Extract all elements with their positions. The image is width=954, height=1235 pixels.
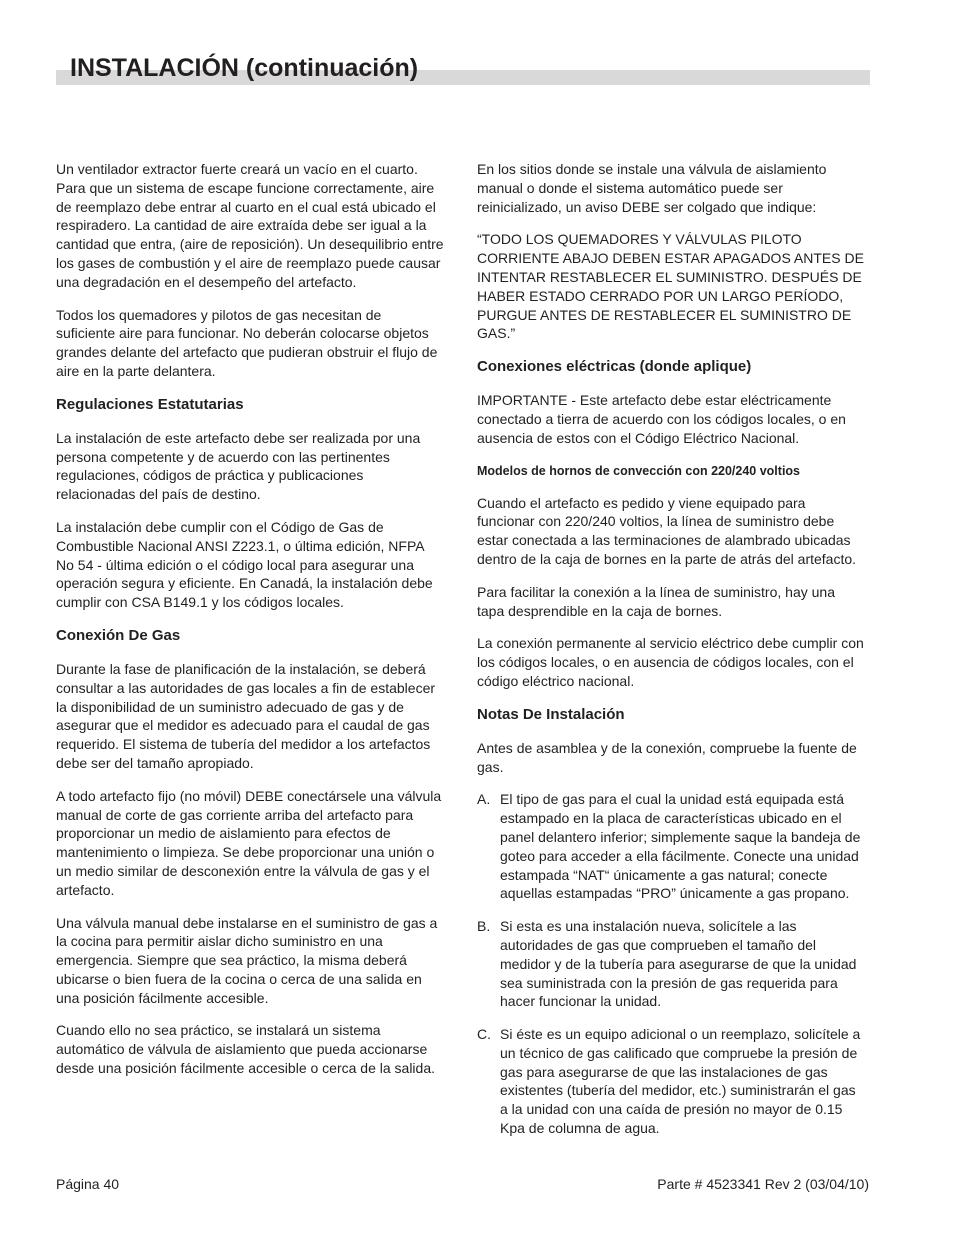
paragraph-automatic-valve: Cuando ello no sea práctico, se instalará un sistema automático de válvula de aislamiento que pueda accionarse desde una posición fácilmente accesible o cerca de la salida.	[56, 1022, 436, 1077]
paragraph-manual-valve: A todo artefacto fijo (no móvil) DEBE conectársele una válvula manual de corte de gas corriente arriba del artefacto para proporcionar un medio de aislamiento para efectos de mantenimiento o limpieza. Se debe proporcionar una unión o un medio similar de desconexión entre la válvula de gas y el artefacto.	[56, 787, 442, 898]
paragraph-grounding: IMPORTANTE - Este artefacto debe estar eléctricamente conectado a tierra de acuerdo con los códigos locales, o en ausencia de estos con el Código Eléctrico Nacional.	[477, 392, 846, 446]
paragraph-warning-text: “TODO LOS QUEMADORES Y VÁLVULAS PILOTO CORRIENTE ABAJO DEBEN ESTAR APAGADOS ANTES DE INTENTAR RESTABLECER EL SUMINISTRO. DESPUÉS DE HABER ESTADO CERRADO POR UN LARGO PERÍODO, PURGUE ANTES DE RESTABLECER EL SUMINISTRO DE GAS.”	[477, 231, 864, 342]
paragraph-check-gas: Antes de asamblea y de la conexión, compruebe la fuente de gas.	[477, 739, 857, 775]
heading-gas-connection: Conexión De Gas	[56, 626, 181, 644]
paragraph-gas-code: La instalación debe cumplir con el Código de Gas de Combustible Nacional ANSI Z223.1, o última edición, NFPA No 54 - última edición o el código local para asegurar una operación segura y eficiente. En Canadá, la instalación debe cumplir con CSA B149.1 y los códigos locales.	[56, 518, 433, 611]
list-item-text: El tipo de gas para el cual la unidad está equipada está estampado en la placa de características ubicado en el panel delantero inferior; simplemente saque la bandeja de goteo para acceder a ella fácilmente. Conecte una unidad estampada “NAT“ únicamente a gas natural; conecte aquellas estampadas “PRO” únicamente a gas propano.	[500, 791, 861, 902]
page-number: Página 40	[56, 1176, 120, 1192]
list-item	[477, 1025, 865, 1138]
paragraph-air-supply: Todos los quemadores y pilotos de gas necesitan de suficiente aire para funcionar. No deberán colocarse objetos grandes delante del artefacto que pudieran obstruir el flujo de aire en la parte delantera.	[56, 306, 438, 379]
list-item-text: Si esta es una instalación nueva, solicítele a las autoridades de gas que comprueben el tamaño del medidor y de la tubería para asegurarse de que la unidad sea suministrada con la presión de gas requerida para hacer funcionar la unidad.	[500, 918, 857, 1010]
list-item	[477, 790, 865, 903]
list-item-letter: B.	[477, 918, 491, 935]
list-item-letter: C.	[477, 1026, 491, 1043]
paragraph-voltage-supply: Cuando el artefacto es pedido y viene equipado para funcionar con 220/240 voltios, la línea de suministro debe estar conectada a las terminaciones de alambrado ubicadas dentro de la caja de bornes en la parte de atrás del artefacto.	[477, 494, 857, 567]
right-column	[477, 160, 865, 1152]
left-column	[56, 160, 444, 1092]
list-item-letter: A.	[477, 791, 491, 808]
heading-statutory-regulations: Regulaciones Estatutarias	[56, 395, 244, 413]
paragraph-permanent-connection: La conexión permanente al servicio eléctrico debe cumplir con los códigos locales, o en ausencia de códigos locales, con el código eléctrico nacional.	[477, 635, 864, 689]
page-title: INSTALACIÓN (continuación)	[70, 54, 419, 82]
list-item-text: Si éste es un equipo adicional o un reemplazo, solicítele a un técnico de gas calificado que compruebe la presión de gas para asegurarse de que las instalaciones de gas existentes (tubería del medidor, etc.) suministrarán el gas a la unidad con una caída de presión no mayor de 0.15 Kpa de columna de agua.	[500, 1026, 861, 1137]
subheading-convection-models: Modelos de hornos de convección con 220/240 voltios	[477, 463, 801, 478]
list-item	[477, 917, 865, 1011]
installation-notes-list	[477, 790, 865, 1138]
heading-electrical-connections: Conexiones eléctricas (donde aplique)	[477, 358, 752, 376]
paragraph-planning: Durante la fase de planificación de la instalación, se deberá consultar a las autoridades de gas locales a fin de establecer la disponibilidad de un suministro adecuado de gas y de asegurar que el medidor es adecuado para el caudal de gas requerido. El sistema de tubería del medidor a los artefactos debe ser del tamaño apropiado.	[56, 660, 436, 771]
part-number: Parte # 4523341 Rev 2 (03/04/10)	[657, 1176, 869, 1192]
paragraph-isolation-notice: En los sitios donde se instale una válvula de aislamiento manual o donde el sistema automático puede ser reinicializado, un aviso DEBE ser colgado que indique:	[477, 161, 827, 215]
paragraph-emergency-valve: Una válvula manual debe instalarse en el suministro de gas a la cocina para permitir aislar dicho suministro en una emergencia. Siempre que sea práctico, la misma deberá ubicarse o bien fuera de la cocina o cerca de una salida en una posición fácilmente accesible.	[56, 914, 438, 1006]
heading-installation-notes: Notas De Instalación	[477, 705, 625, 723]
paragraph-extractor-fan: Un ventilador extractor fuerte creará un vacío en el cuarto. Para que un sistema de escape funcione correctamente, aire de reemplazo debe entrar al cuarto en el cual está ubicado el respiradero. La cantidad de aire extraída debe ser igual a la cantidad que entra, (aire de reposición). Un desequilibrio entre los gases de combustión y el aire de reemplazo puede causar una degradación en el desempeño del artefacto.	[56, 161, 444, 290]
paragraph-terminal-cover: Para facilitar la conexión a la línea de suministro, hay una tapa desprendible en la caja de bornes.	[477, 583, 835, 619]
paragraph-competent-person: La instalación de este artefacto debe ser realizada por una persona competente y de acuerdo con las pertinentes regulaciones, códigos de práctica y publicaciones relacionadas del país de destino.	[56, 429, 421, 503]
